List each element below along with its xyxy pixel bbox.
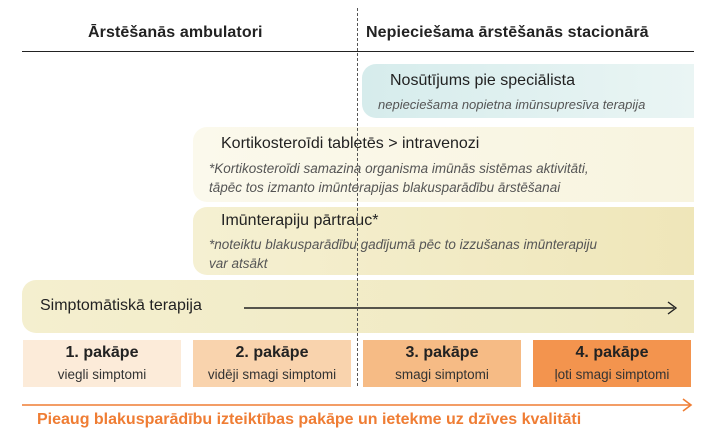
corticosteroids-note-line1: *Kortikosteroīdi samazina organisma imūnās sistēmas aktivitāti,	[209, 161, 589, 176]
stage-4-title: 4. pakāpe	[575, 344, 649, 361]
band-stop-immunotherapy	[193, 207, 694, 275]
referral-title: Nosūtījums pie speciālista	[390, 72, 575, 89]
header-divider	[22, 51, 694, 52]
stop-note-line1: *noteiktu blakusparādību gadījumā pēc to izzušanas imūnterapiju	[209, 237, 597, 252]
corticosteroids-title: Kortikosteroīdi tabletēs > intravenozi	[221, 135, 480, 152]
stage-3-desc: smagi simptomi	[395, 367, 489, 382]
stage-2-desc: vidēji smagi simptomi	[207, 367, 337, 382]
stage-2-title: 2. pakāpe	[235, 344, 309, 361]
stage-1-desc: viegli simptomi	[57, 367, 147, 382]
stage-1-box	[23, 340, 181, 387]
dashed-separator	[357, 8, 358, 386]
symptomatic-title: Simptomātiskā terapija	[40, 297, 202, 314]
stage-4-desc: ļoti smagi simptomi	[554, 367, 670, 382]
referral-note: nepieciešama nopietna imūnsupresīva terapija	[378, 97, 646, 112]
severity-caption: Pieaug blakusparādību izteiktības pakāpe un ietekme uz dzīves kvalitāti	[37, 411, 582, 428]
stop-title: Imūnterapiju pārtrauc*	[221, 212, 379, 229]
band-referral	[362, 64, 694, 118]
stage-4-box	[533, 340, 691, 387]
stage-2-box	[193, 340, 351, 387]
stage-1-title: 1. pakāpe	[65, 344, 139, 361]
stop-note-line2: var atsākt	[209, 256, 268, 271]
severity-arrow	[22, 398, 696, 412]
symptomatic-arrow	[244, 300, 684, 316]
band-symptomatic-therapy	[22, 280, 694, 333]
corticosteroids-note-line2: tāpēc tos izmanto imūnterapijas blakusparādību ārstēšanai	[209, 180, 561, 195]
stage-3-box	[363, 340, 521, 387]
band-corticosteroids	[193, 127, 694, 202]
header-outpatient: Ārstēšanās ambulatori	[88, 24, 263, 41]
stage-3-title: 3. pakāpe	[405, 344, 479, 361]
header-inpatient: Nepieciešama ārstēšanās stacionārā	[366, 24, 649, 41]
